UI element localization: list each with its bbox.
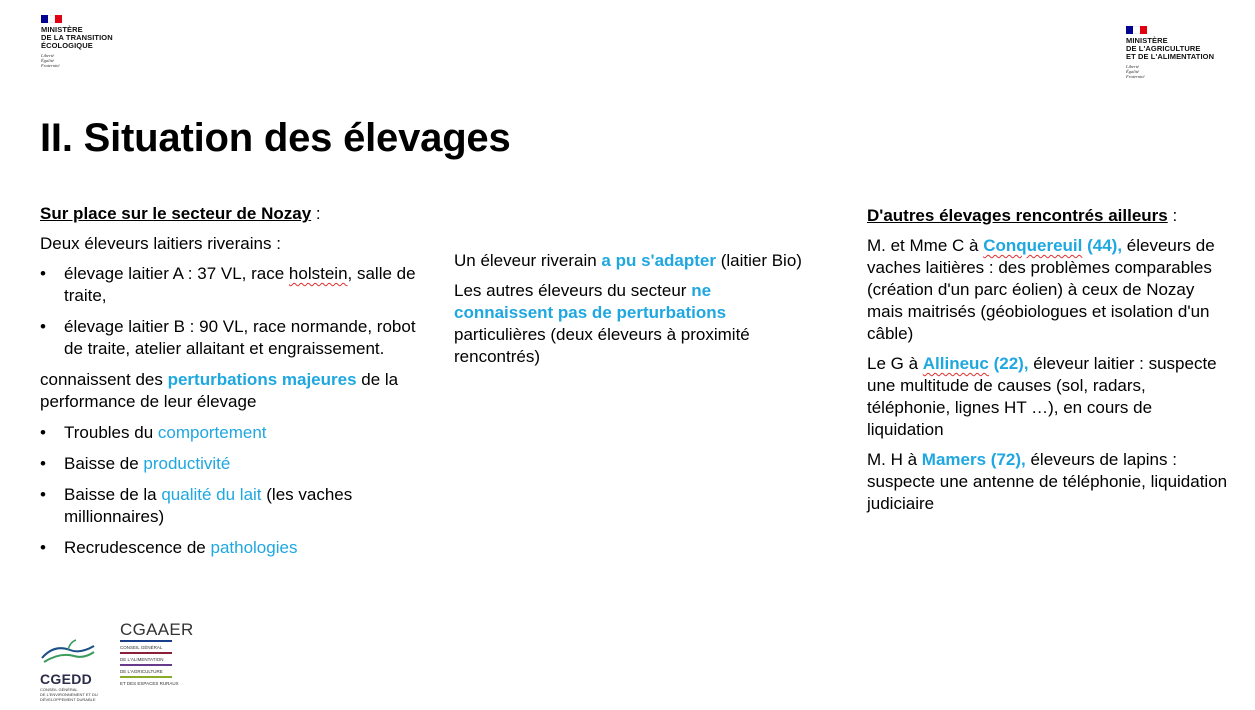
farm-c-paragraph (867, 235, 1232, 345)
item-text: Baisse de (64, 454, 144, 473)
cgaaer-bar (120, 652, 172, 654)
logo-line: DE LA TRANSITION (41, 33, 113, 42)
farm-a-breed: holstein (288, 264, 348, 283)
cgedd-sub: DE L'ENVIRONNEMENT ET DU (40, 692, 98, 697)
adapted-paragraph (454, 250, 806, 272)
heading-colon: : (1167, 206, 1178, 225)
place-num: (22), (988, 354, 1029, 373)
place-num: (44), (1082, 236, 1123, 255)
perturbations-paragraph (40, 369, 420, 413)
mid-p2-pre: Les autres éleveurs du secteur (454, 281, 692, 300)
right-p1-pre: M. et Mme C à (867, 236, 984, 255)
perturb-post: de la performance de leur élevage (40, 370, 399, 411)
logo-line: MINISTÈRE (41, 25, 83, 34)
mid-p1-post: (laitier Bio) (715, 251, 802, 270)
ministry-agriculture-logo (1126, 26, 1214, 79)
mid-p1-highlight: a pu s'adapter (601, 251, 716, 270)
mid-p1-pre: Un éleveur riverain (454, 251, 602, 270)
cgedd-logo (40, 638, 100, 702)
cgaaer-logo (120, 620, 194, 688)
farm-a-text: élevage laitier A : 37 VL, race (64, 264, 289, 283)
cgedd-emblem-icon (40, 638, 96, 666)
cgaaer-bar (120, 664, 172, 666)
perturb-pre: connaissent des (40, 370, 168, 389)
right-p3-pre: M. H à (867, 450, 922, 469)
cgaaer-line: ET DES ESPACES RURAUX (120, 681, 179, 686)
middle-column (454, 250, 806, 368)
motto-line: Égalité (1126, 69, 1139, 74)
item-text: Troubles du (64, 423, 158, 442)
logo-line: ÉCOLOGIQUE (41, 41, 93, 50)
item-highlight: comportement (157, 423, 267, 442)
cgaaer-bar (120, 640, 172, 642)
place-allineuc: Allineuc (922, 354, 989, 373)
right-p2-pre: Le G à (867, 354, 923, 373)
logo-line: DE L'AGRICULTURE (1126, 44, 1201, 53)
item-highlight: qualité du lait (161, 485, 262, 504)
slide-title: II. Situation des élevages (40, 116, 511, 160)
logo-line: ET DE L'ALIMENTATION (1126, 52, 1215, 61)
cgaaer-name: CGAAER (120, 620, 194, 639)
french-flag-icon (41, 15, 62, 23)
mid-p2-post: particulières (deux éleveurs à proximité rencontrés) (454, 325, 750, 366)
cgaaer-bar (120, 676, 172, 678)
farm-g-paragraph (867, 353, 1232, 441)
place-mamers: Mamers (921, 450, 987, 469)
cgaaer-line: CONSEIL GÉNÉRAL (120, 645, 163, 650)
item-highlight: productivité (143, 454, 231, 473)
motto-line: Liberté (41, 53, 54, 58)
place-conquereuil: Conquereuil (983, 236, 1083, 255)
left-intro: Deux éleveurs laitiers riverains : (40, 234, 281, 253)
french-flag-icon (1126, 26, 1147, 34)
item-highlight: pathologies (210, 538, 298, 557)
list-item (40, 537, 420, 559)
cgedd-sub: DÉVELOPPEMENT DURABLE (40, 697, 96, 702)
motto-line: Égalité (41, 58, 54, 63)
ministry-ecology-logo (41, 15, 113, 68)
cgaaer-line: DE L'AGRICULTURE (120, 669, 163, 674)
others-paragraph (454, 280, 806, 368)
left-column (40, 203, 420, 559)
item-text: Baisse de la (64, 485, 162, 504)
cgedd-sub: CONSEIL GÉNÉRAL (40, 687, 78, 692)
right-p2-post: éleveur laitier : suspecte une multitude de causes (sol, radars, téléphonie, lignes HT …), en cours de liquidation (867, 354, 1217, 439)
place-num: (72), (986, 450, 1026, 469)
farm-b-item: • élevage laitier B : 90 VL, race normande, robot de traite, atelier allaitant et engraissement. (40, 316, 420, 360)
perturb-highlight: perturbations majeures (167, 370, 357, 389)
farm-h-paragraph (867, 449, 1232, 515)
right-p1-post: éleveurs de vaches laitières : des problèmes comparables (création d'un parc éolien) à ceux de Nozay mais maitrisés (géobiologues et isolation d'un câble) (867, 236, 1215, 343)
motto-line: Fraternité (41, 63, 60, 68)
list-item (40, 453, 420, 475)
right-column (867, 205, 1232, 515)
item-text: Recrudescence de (64, 538, 211, 557)
farm-a-item (40, 263, 420, 307)
mid-p2-highlight: ne connaissent pas de perturbations (454, 281, 727, 322)
heading-colon: : (311, 204, 321, 223)
list-item (40, 484, 420, 528)
cgedd-name: CGEDD (40, 671, 93, 687)
cgaaer-line: DE L'ALIMENTATION (120, 657, 164, 662)
logo-line: MINISTÈRE (1126, 36, 1168, 45)
farm-a-text-end: , salle de traite, (64, 264, 416, 305)
motto-line: Fraternité (1126, 74, 1145, 79)
item-post: (les vaches millionnaires) (64, 485, 353, 526)
motto-line: Liberté (1126, 64, 1139, 69)
right-heading: D'autres élevages rencontrés ailleurs (867, 206, 1168, 225)
list-item (40, 422, 420, 444)
right-p3-post: éleveurs de lapins : suspecte une antenne de téléphonie, liquidation judiciaire (867, 450, 1228, 513)
left-heading: Sur place sur le secteur de Nozay (40, 204, 312, 223)
